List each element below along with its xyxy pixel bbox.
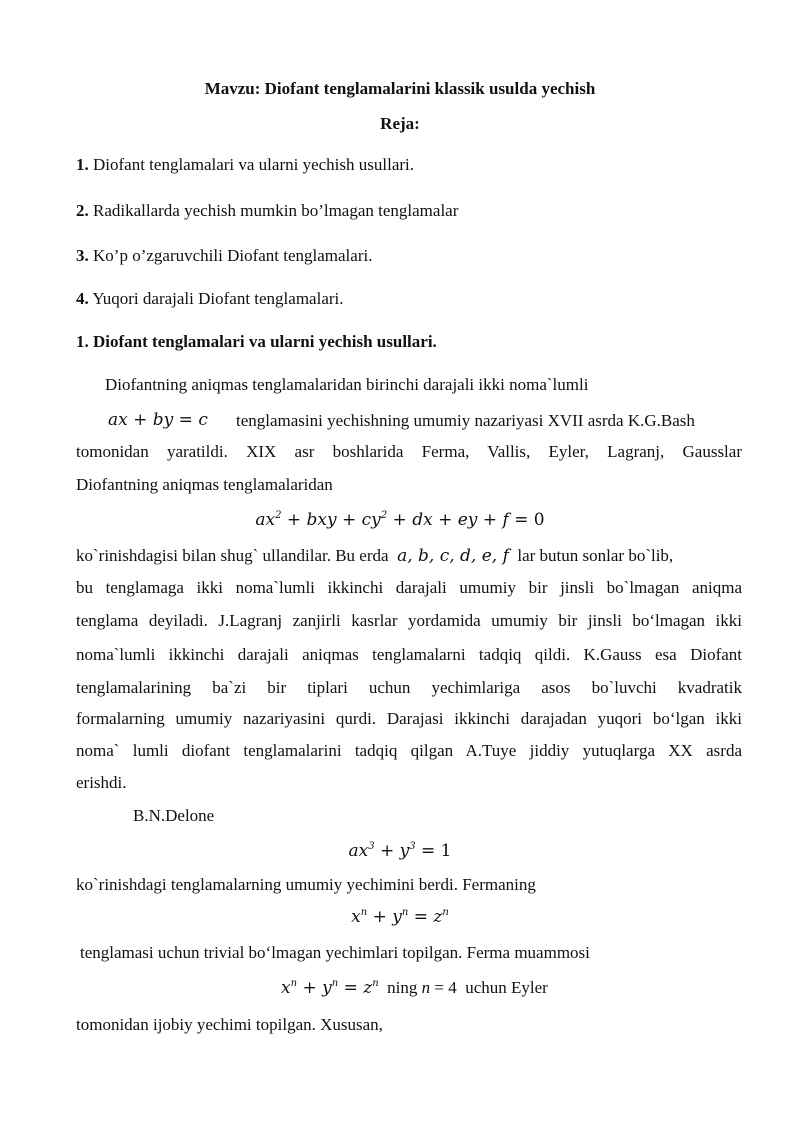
line-6-text-a: ko`rinishdagisi bilan shug` ullandilar. Bu erda <box>76 546 389 565</box>
linear-equation-formula: ax + by = c <box>108 410 208 430</box>
quadratic-equation-formula: $ax^2$ + bxy + $cy^2$ + dx + ey + f = 0 <box>255 510 545 530</box>
fermat-equation-formula: $x^n + y^n = z^n$ <box>351 907 449 927</box>
paragraph-line-20: tomonidan ijobiy yechimi topilgan. Xususan, <box>76 1015 383 1034</box>
plan-heading: Reja: <box>380 114 420 133</box>
paragraph-line-4: Diofantning aniqmas tenglamalaridan <box>76 475 333 494</box>
paragraph-line-13: erishdi. <box>76 773 127 792</box>
document-title: Mavzu: Diofant tenglamalarini klassik usulda yechish <box>204 79 596 98</box>
line-19-text-b: uchun Eyler <box>465 978 548 997</box>
paragraph-line-14: B.N.Delone <box>133 806 215 825</box>
paragraph-line-16: ko`rinishdagi tenglamalarning umumiy yechimini berdi. Fermaning <box>76 875 536 894</box>
plan-item-text: Yuqori darajali Diofant tenglamalari. <box>88 289 344 308</box>
plan-item-number: 1. <box>76 155 89 174</box>
plan-item-text: Radikallarda yechish mumkin bo’lmagan tenglamalar <box>88 201 459 220</box>
plan-item-number: 4. <box>76 289 89 308</box>
coefficient-variables: a, b, c, d, e, f <box>397 546 509 566</box>
plan-item-4 <box>76 289 344 309</box>
plan-item-number: 2. <box>76 201 89 220</box>
delone-equation-formula: $ax^3 + y^3 = 1$ <box>348 841 452 861</box>
plan-item-text: Ko’p o’zgaruvchili Diofant tenglamalari. <box>88 246 373 265</box>
plan-item-3 <box>76 246 372 266</box>
paragraph-line-8: tenglama deyiladi. J.Lagranj zanjirli kasrlar yordamida umumiy bir jinsli bo‘lmagan ikki <box>76 611 742 630</box>
exponent-n: n <box>421 978 431 997</box>
plan-item-1 <box>76 155 414 175</box>
paragraph-line-2: tenglamasini yechishning umumiy nazariyasi XVII asrda K.G.Bash <box>236 411 695 430</box>
paragraph-line-3: tomonidan yaratildi. XIX asr boshlarida Ferma, Vallis, Eyler, Lagranj, Gausslar <box>76 442 742 461</box>
line-19-text-a: ning <box>387 978 418 997</box>
paragraph-line-9: noma`lumli ikkinchi darajali aniqmas tenglamalarni tadqiq qildi. K.Gauss esa Diofant <box>76 645 742 664</box>
plan-item-text: Diofant tenglamalari va ularni yechish usullari. <box>88 155 415 174</box>
fermat-equation-inline: $x^n + y^n = z^n$ <box>281 978 379 998</box>
paragraph-line-7: bu tenglamaga ikki noma`lumli ikkinchi darajali umumiy bir jinsli bo`lmagan aniqma <box>76 578 742 597</box>
plan-item-number: 3. <box>76 246 89 265</box>
paragraph-line-6 <box>76 546 673 566</box>
exponent-value: = 4 <box>430 978 457 997</box>
paragraph-line-12: noma` lumli diofant tenglamalarini tadqiq qilgan A.Tuye jiddiy yutuqlarga XX asrda <box>76 741 742 760</box>
paragraph-line-18: tenglamasi uchun trivial bo‘lmagan yechimlari topilgan. Ferma muammosi <box>80 943 590 962</box>
plan-item-2 <box>76 201 458 221</box>
paragraph-line-10: tenglamalarining ba`zi bir tiplari uchun yechimlariga asos bo`luvchi kvadratik <box>76 678 742 697</box>
paragraph-line-11: formalarning umumiy nazariyasini qurdi. Darajasi ikkinchi darajadan yuqori bo‘lgan ikki <box>76 709 742 728</box>
line-6-text-b: lar butun sonlar bo`lib, <box>517 546 674 565</box>
paragraph-line-19 <box>281 978 548 998</box>
section-heading: 1. Diofant tenglamalari va ularni yechish usullari. <box>76 332 437 351</box>
paragraph-line-1: Diofantning aniqmas tenglamalaridan birinchi darajali ikki noma`lumli <box>105 375 589 394</box>
